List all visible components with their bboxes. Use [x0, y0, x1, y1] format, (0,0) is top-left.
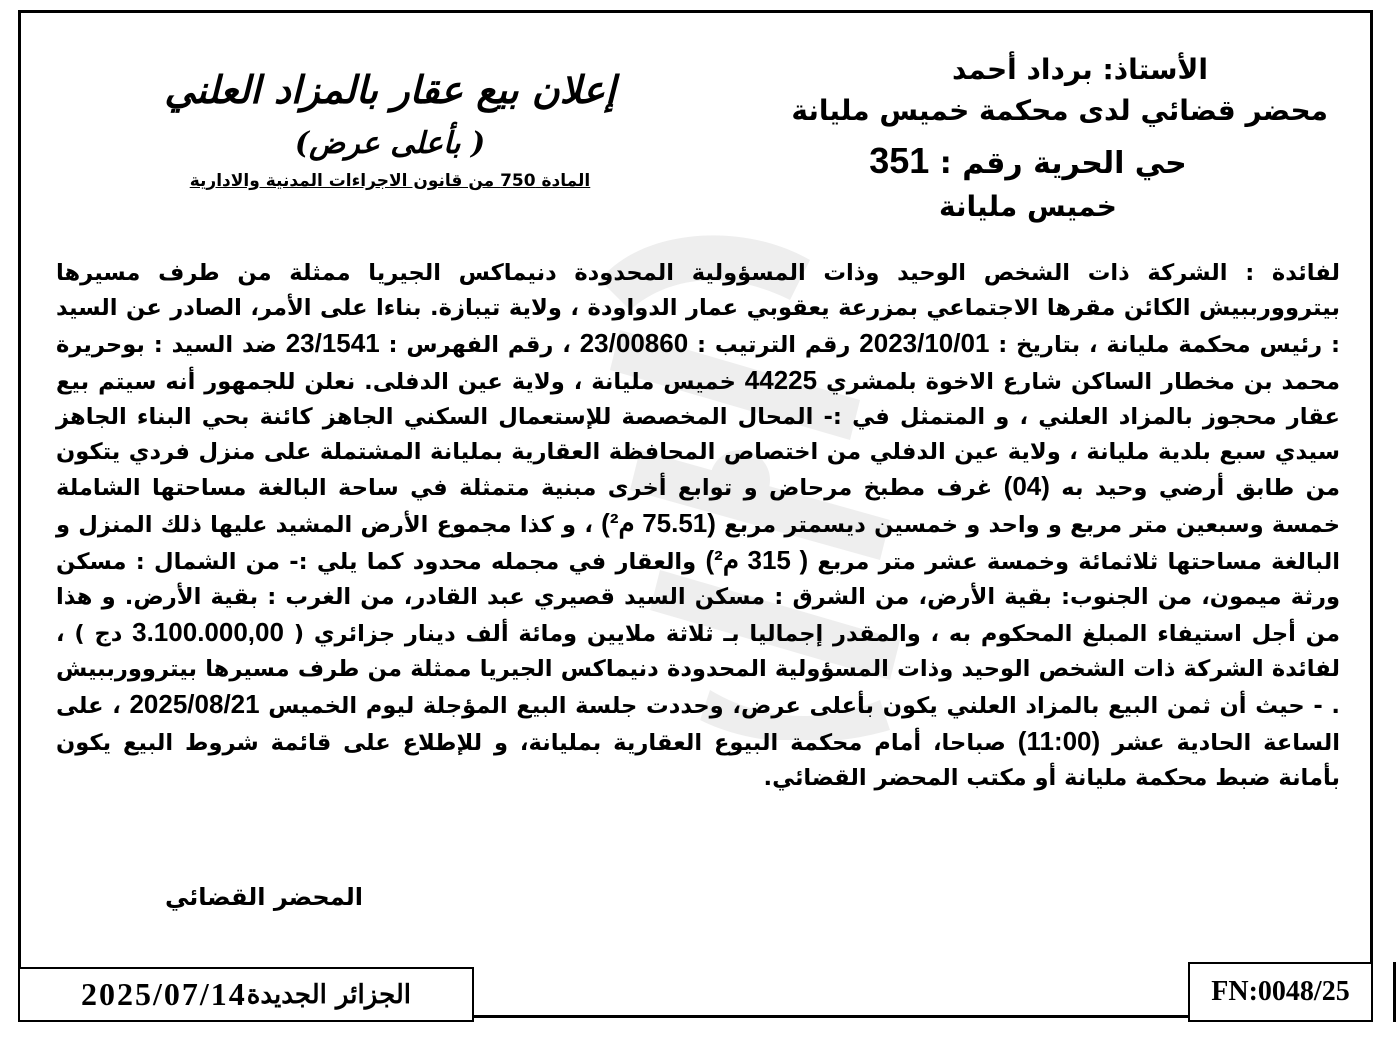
notice-body	[56, 256, 1340, 796]
file-number: FN:0048/25	[1211, 976, 1350, 1007]
amount-value: 3.100.000,00	[132, 617, 284, 648]
body-segment: لفائدة : الشركة ذات الشخص الوحيد وذات المسؤولية المحدودة دنيماكس الجيريا ممثلة من طرف مسيرها بيتروورببيش الكائن مقرها الاجتماعي بمزرعة يعقوبي عمار الدواودة ، ولاية تيبازة. بناءا على الأمر، الصادر عن السيد : رئيس محكمة مليانة ، بتاريخ :	[56, 260, 1341, 358]
order-date: 2023/10/01	[859, 327, 990, 358]
publication-box	[18, 967, 474, 1022]
publication-date: 2025/07/14	[81, 976, 247, 1012]
built-area: (75.51 م²)	[601, 508, 716, 539]
body-segment: ، رقم الفهرس :	[388, 331, 571, 358]
index-number: 23/1541	[285, 327, 380, 358]
sale-time: (11:00)	[1017, 725, 1101, 756]
body-segment: غرف مطبخ مرحاض و توابع أخرى مبنية متمثلة في ساحة البالغة مساحتها الشاملة خمسة وسبعين متر مربع و واحد و خمسين ديسمتر مربع	[56, 475, 1340, 539]
sale-date: 2025/08/21	[129, 688, 260, 719]
body-segment: دج ) ، لفائدة الشركة ذات الشخص الوحيد وذات المسؤولية المحدودة دنيماكس الجيريا ممثلة من طرف مسيرها بيتروورببيش . - حيث أن ثمن البيع بالمزاد العلني يكون بأعلى عرض، وحددت جلسة البيع المؤجلة ليوم الخميس	[56, 621, 1340, 719]
author-name: الأستاذ: برداد أحمد	[952, 53, 1208, 86]
signature: المحضر القضائي	[165, 883, 364, 911]
body-segment: صباحا، أمام محكمة البيوع العقارية بمليانة، و للإطلاع على قائمة شروط البيع يكون بأمانة ضبط محكمة مليانة أو مكتب المحضر القضائي.	[56, 729, 1340, 791]
newspaper-name: الجزائر الجديدة	[246, 979, 411, 1010]
author-role: محضر قضائي لدى محكمة خميس مليانة	[791, 94, 1328, 127]
file-number-box	[1188, 962, 1373, 1022]
body-segment: خميس مليانة ، ولاية عين الدفلى. نعلن للجمهور أنه سيتم بيع عقار محجوز بالمزاد العلني ، و المتمثل في :- المحال المخصصة للإستعمال السكني الجاهز كائنة بحي البناء الجاهز سيدي سبع بلدية مليانة ، ولاية عين الدفلي من اختصاص المحافظة العقارية بمليانة المشتملة على منزل فردي يتكون من طابق أرضي وحيد به	[56, 368, 1340, 502]
law-reference: المادة 750 من قانون الاجراءات المدنية والادارية	[189, 171, 591, 191]
body-segment: ، على الساعة الحادية عشر	[56, 692, 1340, 756]
author-city: خميس مليانة	[939, 190, 1117, 223]
address-number: 351	[869, 140, 930, 181]
order-number: 23/00860	[579, 327, 689, 358]
address-prefix: حي الحرية رقم :	[939, 146, 1187, 181]
body-segment: ضد السيد : بوحريرة محمد بن مخطار الساكن شارع الاخوة بلمشري	[56, 331, 1340, 395]
body-segment: والعقار في مجمله محدود كما يلي :- من الشمال : مسكن ورثة ميمون، من الجنوب: بقية الأرض، من الشرق : مسكن السيد قصيري عبد القادر، من الغرب : بقية الأرض. و هذا من أجل استيفاء المبلغ المحكوم به ، والمقدر إجماليا بـ ثلاثة ملايين ومائة ألف دينار جزائري (	[56, 549, 1340, 648]
rooms-count: (04)	[1003, 471, 1050, 502]
body-segment: ، و كذا مجموع الأرض المشيد عليها ذلك المنزل و البالغة مساحتها ثلاثمائة وخمسة عشر متر مربع	[56, 512, 1340, 576]
body-segment: رقم الترتيب :	[697, 331, 851, 358]
page-title: إعلان بيع عقار بالمزاد العلني	[164, 67, 616, 112]
author-block	[718, 50, 1338, 225]
edge-mark	[1393, 962, 1396, 1022]
land-area: ( 315 م²)	[705, 545, 809, 576]
title-block	[80, 60, 700, 194]
postal-code: 44225	[744, 364, 818, 395]
page-subtitle: ( بأعلى عرض)	[294, 126, 486, 161]
author-address	[718, 136, 1338, 189]
